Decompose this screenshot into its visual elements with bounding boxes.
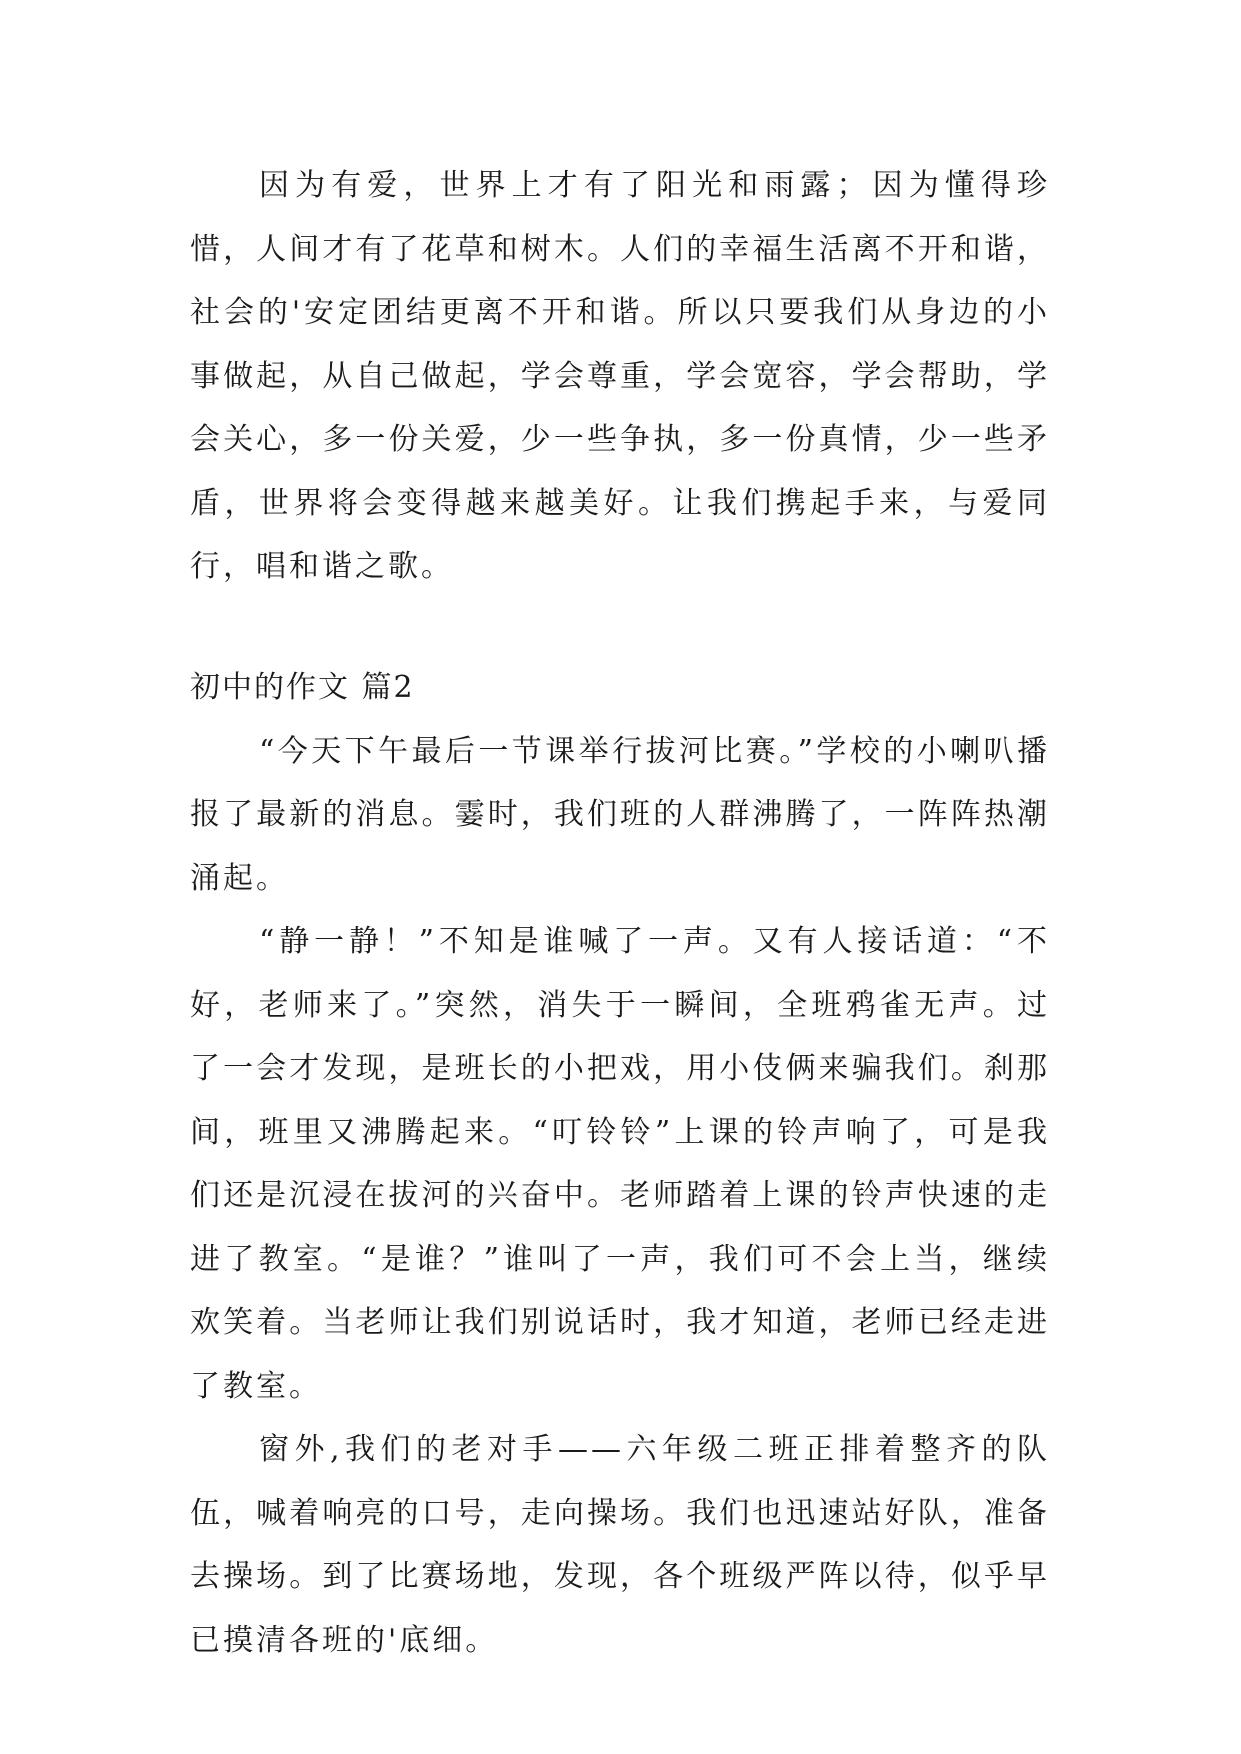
paragraph: 因为有爱，世界上才有了阳光和雨露；因为懂得珍惜，人间才有了花草和树木。人们的幸福生活离不开和谐，社会的'安定团结更离不开和谐。所以只要我们从身边的小事做起，从自己做起，学会尊重，学会宽容，学会帮助，学会关心，多一份关爱，少一些争执，多一份真情，少一些矛盾，世界将会变得越来越美好。让我们携起手来，与爱同行，唱和谐之歌。	[190, 168, 1050, 584]
paragraph: “静一静！”不知是谁喊了一声。又有人接话道：“不好，老师来了。”突然，消失于一瞬间，全班鸦雀无声。过了一会才发现，是班长的小把戏，用小伎俩来骗我们。刹那间，班里又沸腾起来。“叮铃铃”上课的铃声响了，可是我们还是沉浸在拔河的兴奋中。老师踏着上课的铃声快速的走进了教室。“是谁？”谁叫了一声，我们可不会上当，继续欢笑着。当老师让我们别说话时，我才知道，老师已经走进了教室。	[190, 924, 1050, 1404]
paragraph: 窗外,我们的老对手——六年级二班正排着整齐的队伍，喊着响亮的口号，走向操场。我们也迅速站好队，准备去操场。到了比赛场地，发现，各个班级严阵以待，似乎早已摸清各班的'底细。	[190, 1432, 1050, 1658]
essay-section-2	[190, 656, 1050, 1672]
essay-heading: 初中的作文 篇2	[190, 670, 415, 705]
essay-section-1	[190, 154, 1050, 599]
paragraph: “今天下午最后一节课举行拔河比赛。”学校的小喇叭播报了最新的消息。霎时，我们班的人群沸腾了，一阵阵热潮涌起。	[190, 733, 1050, 896]
